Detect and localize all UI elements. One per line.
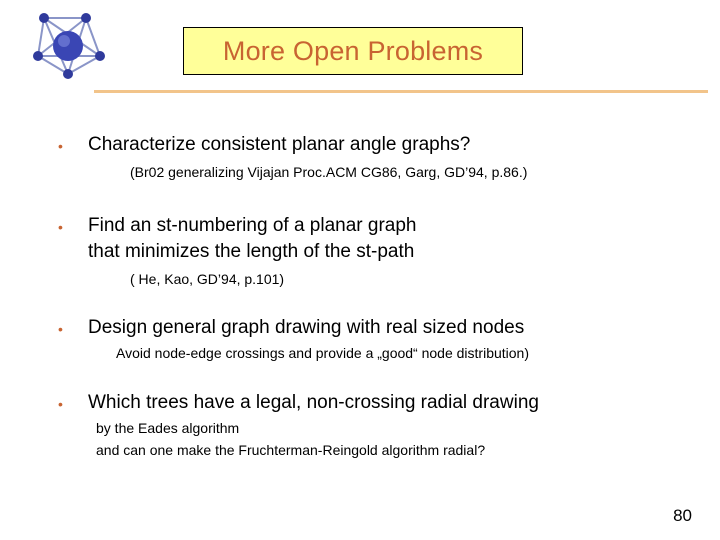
bullet-marker: • [58, 396, 63, 412]
title-box [183, 27, 523, 75]
page-number: 80 [673, 506, 692, 525]
title-divider [94, 90, 708, 93]
bullet-text-line-1: Find an st-numbering of a planar graph [88, 215, 417, 236]
bullet-subtext-line-2: and can one make the Fruchterman-Reingold algorithm radial? [96, 442, 486, 458]
bullet-text: Design general graph drawing with real sized nodes [88, 317, 525, 338]
bullet-marker: • [58, 321, 63, 337]
bullet-text-line-2: that minimizes the length of the st-path [88, 241, 415, 262]
bullet-subtext: ( He, Kao, GD’94, p.101) [130, 271, 285, 287]
bullet-subtext-line-1: by the Eades algorithm [96, 420, 240, 436]
slide-title: More Open Problems [222, 35, 484, 66]
bullet-text: Which trees have a legal, non-crossing radial drawing [88, 392, 539, 413]
bullet-text: Characterize consistent planar angle graphs? [88, 134, 471, 155]
bullet-subtext: (Br02 generalizing Vijajan Proc.ACM CG86, Garg, GD’94, p.86.) [130, 164, 528, 180]
bullet-subtext: Avoid node-edge crossings and provide a „good“ node distribution) [116, 345, 530, 361]
bullet-marker: • [58, 138, 63, 154]
graph-network-logo-icon [30, 10, 110, 82]
bullet-marker: • [58, 219, 63, 235]
